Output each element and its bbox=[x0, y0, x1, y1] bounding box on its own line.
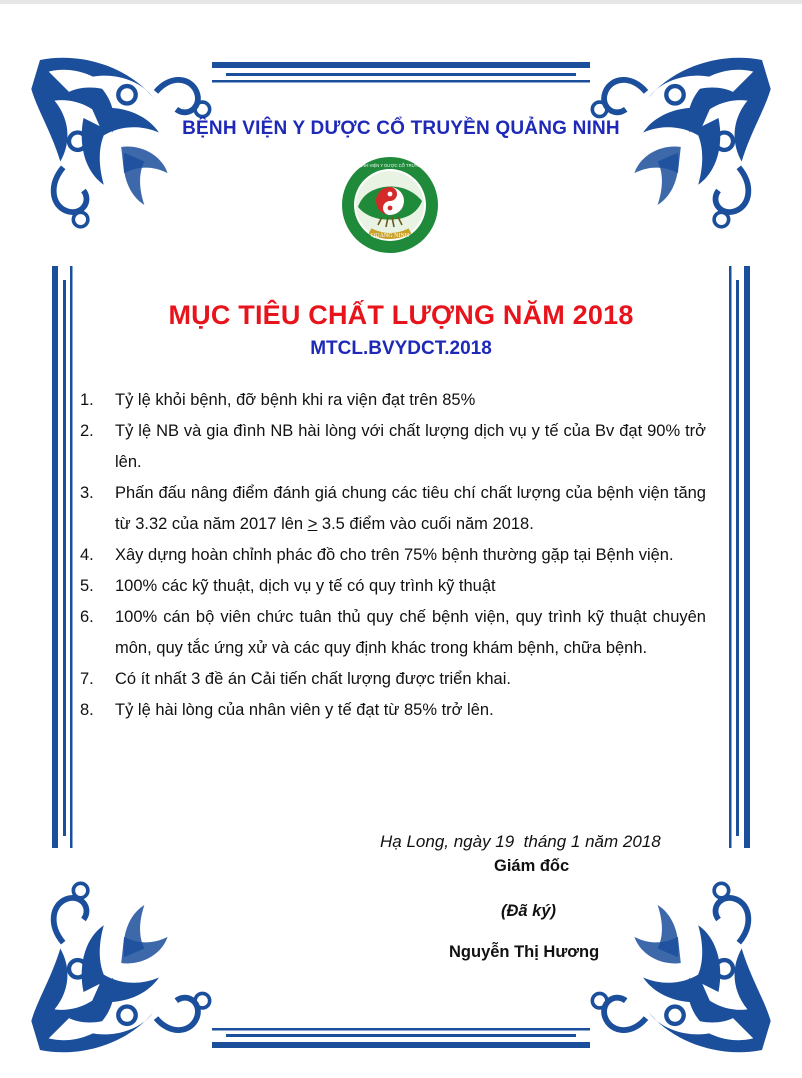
list-item bbox=[74, 602, 706, 664]
greater-equal-symbol: > bbox=[307, 515, 318, 533]
item-text: 100% cán bộ viên chức tuân thủ quy chế bệnh viện, quy trình kỹ thuật chuyên môn, quy tắc ứng xử và các quy định khác trong khám bệnh, chữa bệnh. bbox=[115, 608, 706, 657]
list-item bbox=[74, 540, 706, 571]
list-item bbox=[74, 478, 706, 540]
signature-note: (Đã ký) bbox=[501, 902, 557, 920]
item-text: Tỷ lệ NB và gia đình NB hài lòng với chất lượng dịch vụ y tế của Bv đạt 90% trở lên. bbox=[115, 422, 706, 471]
item-text-continued: 3.5 điểm vào cuối năm 2018. bbox=[317, 515, 534, 533]
hospital-name: BỆNH VIỆN Y DƯỢC CỔ TRUYỀN QUẢNG NINH bbox=[182, 118, 620, 139]
item-text: Tỷ lệ khỏi bệnh, đỡ bệnh khi ra viện đạt trên 85% bbox=[115, 391, 476, 409]
list-item bbox=[74, 416, 706, 478]
signature-name: Nguyễn Thị Hương bbox=[449, 943, 600, 961]
item-number: 2. bbox=[80, 422, 94, 440]
item-number: 1. bbox=[80, 391, 94, 409]
item-number: 3. bbox=[80, 484, 94, 502]
document-title: MỤC TIÊU CHẤT LƯỢNG NĂM 2018 bbox=[168, 300, 634, 330]
item-text: Xây dựng hoàn chỉnh phác đồ cho trên 75% bệnh thường gặp tại Bệnh viện. bbox=[115, 546, 674, 564]
list-item bbox=[74, 664, 706, 695]
item-number: 7. bbox=[80, 670, 94, 688]
objectives-list bbox=[74, 385, 706, 726]
item-text: 100% các kỹ thuật, dịch vụ y tế có quy trình kỹ thuật bbox=[115, 577, 496, 595]
item-number: 5. bbox=[80, 577, 94, 595]
document-code: MTCL.BVYDCT.2018 bbox=[310, 338, 492, 359]
item-text: Có ít nhất 3 đề án Cải tiến chất lượng được triển khai. bbox=[115, 670, 511, 688]
list-item bbox=[74, 695, 706, 726]
item-number: 4. bbox=[80, 546, 94, 564]
item-text: Tỷ lệ hài lòng của nhân viên y tế đạt từ 85% trở lên. bbox=[115, 701, 494, 719]
item-text: Phấn đấu nâng điểm đánh giá chung các tiêu chí chất lượng của bệnh viện tăng từ 3.32 của năm 2017 lên bbox=[115, 484, 706, 533]
item-number: 8. bbox=[80, 701, 94, 719]
list-item bbox=[74, 385, 706, 416]
item-number: 6. bbox=[80, 608, 94, 626]
signature-place-date: Hạ Long, ngày 19 tháng 1 năm 2018 bbox=[380, 832, 661, 851]
logo-ring-text: BỆNH VIỆN Y DƯỢC CỔ TRUYỀN bbox=[356, 163, 424, 168]
signature-position: Giám đốc bbox=[494, 857, 570, 875]
logo-bottom-text: QUẢNG NINH bbox=[370, 233, 410, 239]
list-item bbox=[74, 571, 706, 602]
hospital-logo-icon bbox=[340, 155, 440, 255]
